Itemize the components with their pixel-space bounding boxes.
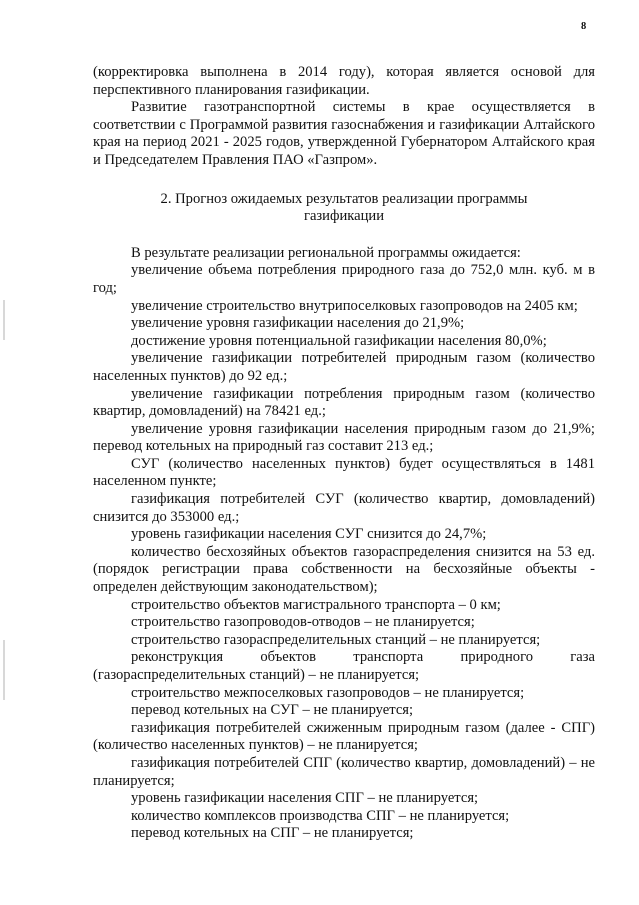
body-text — [93, 64, 595, 843]
list-item: уровень газификации населения СУГ снизится до 24,7%; — [131, 526, 487, 543]
section-heading: 2. Прогноз ожидаемых результатов реализации программы газификации — [160, 190, 528, 225]
list-item: В результате реализации региональной программы ожидается: — [131, 244, 521, 261]
list-item: газификация потребителей СУГ (количество квартир, домовладений) снизится до 353000 ед.; — [93, 491, 595, 525]
list-item: строительство газопроводов-отводов – не планируется; — [131, 614, 475, 631]
list-item: газификация потребителей СПГ (количество квартир, домовладений) – не планируется; — [93, 754, 595, 789]
scan-edge-mark — [3, 640, 5, 700]
list-item: увеличение уровня газификации населения природным газом до 21,9%; перевод котельных на природный газ составит 213 ед.; — [93, 420, 595, 455]
list-item: строительство объектов магистрального транспорта – 0 км; — [131, 596, 501, 613]
list-item: увеличение строительство внутрипоселковых газопроводов на 2405 км; — [131, 297, 578, 314]
intro-paragraph-2: Развитие газотранспортной системы в крае осуществляется в соответствии с Программой развития газоснабжения и газификации Алтайского края на период 2021 - 2025 годов, утвержденной Губернатором Алтайского края и Председателем Правления ПАО «Газпром». — [93, 99, 595, 168]
list-item: количество комплексов производства СПГ – не планируется; — [131, 807, 510, 824]
intro-paragraph-1: (корректировка выполнена в 2014 году), которая является основой для перспективного планирования газификации. — [93, 64, 595, 98]
list-item: количество бесхозяйных объектов газораспределения снизится на 53 ед. (порядок регистрации права собственности на бесхозяйные объекты - определен действующим законодательством); — [93, 543, 595, 596]
list-item: перевод котельных на СПГ – не планируется; — [131, 825, 414, 842]
list-item: строительство газораспределительных станций – не планируется; — [131, 631, 541, 648]
list-item: увеличение уровня газификации населения до 21,9%; — [131, 315, 465, 332]
list-item: СУГ (количество населенных пунктов) будет осуществляться в 1481 населенном пункте; — [93, 455, 595, 490]
list-item: газификация потребителей сжиженным природным газом (далее - СПГ) (количество населенных пунктов) – не планируется; — [93, 719, 595, 754]
list-item: достижение уровня потенциальной газификации населения 80,0%; — [131, 332, 547, 349]
list-item: реконструкция объектов транспорта природного газа (газораспределительных станций) – не планируется; — [93, 649, 595, 683]
list-item: увеличение газификации потребителей природным газом (количество населенных пунктов) до 92 ед.; — [93, 350, 595, 384]
list-item: увеличение объема потребления природного газа до 752,0 млн. куб. м в год; — [93, 262, 595, 296]
scan-edge-mark — [3, 300, 5, 340]
list-item: перевод котельных на СУГ – не планируется; — [131, 702, 414, 719]
list-item: уровень газификации населения СПГ – не планируется; — [131, 790, 479, 807]
list-item: строительство межпоселковых газопроводов – не планируется; — [131, 684, 525, 701]
list-item: увеличение газификации потребления природным газом (количество квартир, домовладений) на 78421 ед.; — [93, 385, 595, 420]
page-number: 8 — [581, 21, 587, 32]
